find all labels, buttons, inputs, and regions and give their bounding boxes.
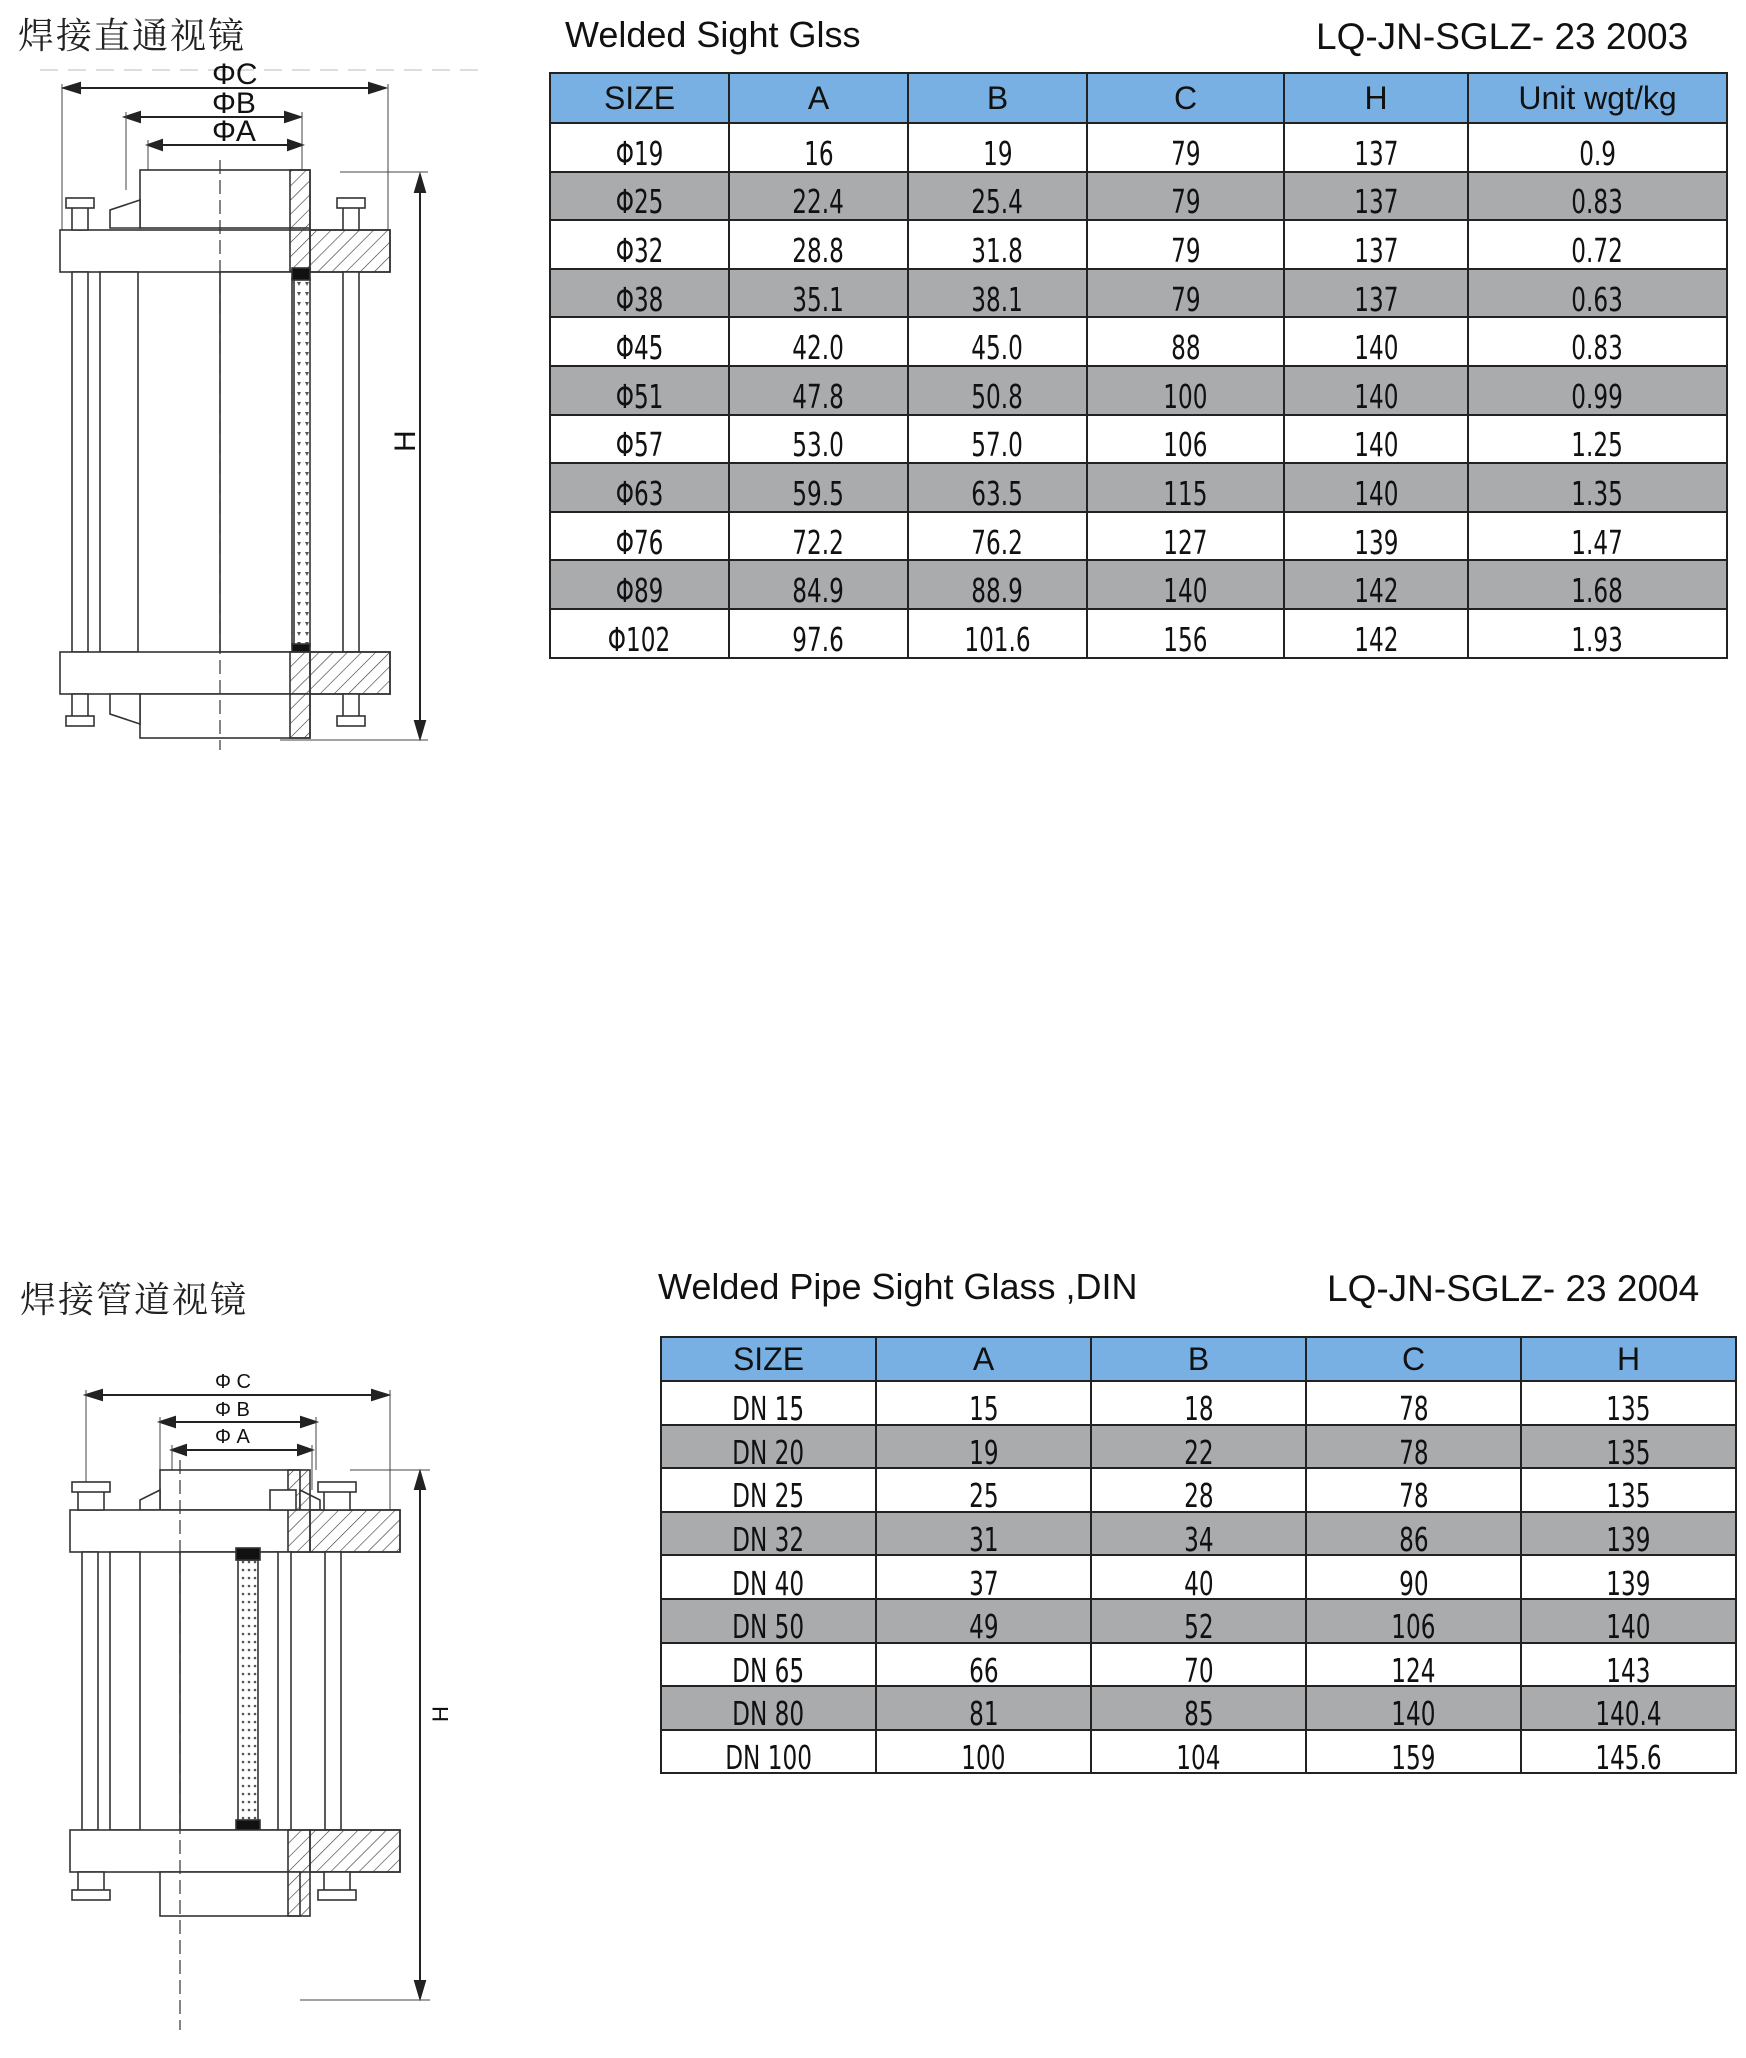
table-cell bbox=[1468, 269, 1727, 318]
table-cell bbox=[729, 220, 908, 269]
cell-value: 0.72 bbox=[1571, 230, 1624, 270]
table-cell bbox=[1087, 172, 1284, 221]
cell-value: 28 bbox=[1183, 1476, 1214, 1516]
cell-value: 1.93 bbox=[1571, 619, 1624, 659]
cell-value: 49 bbox=[968, 1607, 999, 1647]
drawing2-label-a: Φ A bbox=[215, 1426, 250, 1448]
cell-value: Φ19 bbox=[615, 133, 664, 173]
table-cell bbox=[550, 512, 729, 561]
table-cell bbox=[876, 1512, 1091, 1560]
cell-value: 78 bbox=[1398, 1389, 1429, 1429]
table-row bbox=[661, 1468, 1736, 1512]
table-cell bbox=[1306, 1381, 1521, 1429]
table-cell bbox=[908, 317, 1087, 366]
cell-value: 137 bbox=[1353, 279, 1399, 319]
cell-value: DN 15 bbox=[732, 1389, 805, 1429]
table-cell bbox=[1306, 1425, 1521, 1472]
table-row bbox=[550, 463, 1727, 512]
header-unit-weight: Unit wgt/kg bbox=[1468, 73, 1727, 123]
table-cell bbox=[550, 463, 729, 512]
table-cell bbox=[1521, 1643, 1736, 1690]
table-cell bbox=[661, 1686, 876, 1734]
table-cell bbox=[1284, 609, 1468, 658]
table-cell bbox=[876, 1686, 1091, 1734]
table-cell bbox=[1087, 317, 1284, 366]
cell-value: 72.2 bbox=[792, 522, 845, 562]
cell-value: 57.0 bbox=[971, 425, 1024, 465]
cell-value: 25 bbox=[968, 1476, 999, 1516]
table-cell bbox=[876, 1730, 1091, 1778]
table-cell bbox=[1521, 1599, 1736, 1647]
cell-value: Φ38 bbox=[615, 279, 664, 319]
table-cell bbox=[876, 1555, 1091, 1603]
cell-value: 59.5 bbox=[792, 473, 845, 513]
cell-value: 106 bbox=[1163, 425, 1208, 465]
cell-value: 45.0 bbox=[971, 328, 1024, 368]
cell-value: 143 bbox=[1606, 1650, 1651, 1690]
table-cell bbox=[1468, 415, 1727, 464]
cell-value: 142 bbox=[1353, 619, 1399, 659]
section2-cn-title: 焊接管道视镜 bbox=[20, 1280, 249, 1321]
cell-value: 79 bbox=[1170, 230, 1201, 270]
table-cell bbox=[1087, 220, 1284, 269]
section1-technical-drawing bbox=[40, 40, 480, 800]
cell-value: 106 bbox=[1391, 1607, 1436, 1647]
cell-value: 63.5 bbox=[971, 473, 1024, 513]
cell-value: 79 bbox=[1170, 279, 1201, 319]
section2-technical-drawing bbox=[60, 1350, 460, 2040]
table-cell bbox=[1284, 512, 1468, 561]
cell-value: 139 bbox=[1353, 522, 1399, 562]
table-cell bbox=[550, 172, 729, 221]
cell-value: 88 bbox=[1170, 328, 1201, 368]
cell-value: DN 50 bbox=[732, 1607, 805, 1647]
table-cell bbox=[1091, 1468, 1306, 1516]
cell-value: 104 bbox=[1176, 1738, 1221, 1778]
section1-en-title: Welded Sight Glss bbox=[565, 14, 861, 55]
cell-value: DN 80 bbox=[732, 1694, 805, 1734]
section1-header-row bbox=[550, 73, 1727, 123]
table-cell bbox=[1468, 172, 1727, 221]
table-row bbox=[661, 1730, 1736, 1774]
drawing1-label-h: H bbox=[389, 430, 422, 452]
cell-value: 115 bbox=[1163, 473, 1208, 513]
table-cell bbox=[1091, 1555, 1306, 1603]
table-cell bbox=[1468, 560, 1727, 609]
table-cell bbox=[729, 512, 908, 561]
table-cell bbox=[908, 172, 1087, 221]
section2-header-row bbox=[661, 1337, 1736, 1381]
table-cell bbox=[1087, 123, 1284, 172]
cell-value: DN 20 bbox=[732, 1432, 805, 1472]
cell-value: 15 bbox=[968, 1389, 999, 1429]
table-cell bbox=[1284, 463, 1468, 512]
table-cell bbox=[1521, 1381, 1736, 1429]
table-cell bbox=[1306, 1730, 1521, 1778]
table-cell bbox=[1468, 512, 1727, 561]
table-cell bbox=[1468, 317, 1727, 366]
cell-value: DN 40 bbox=[732, 1563, 805, 1603]
table-cell bbox=[1521, 1730, 1736, 1778]
section1-cn-title: 焊接直通视镜 bbox=[18, 16, 247, 57]
cell-value: 19 bbox=[968, 1432, 999, 1472]
cell-value: DN 32 bbox=[732, 1520, 805, 1560]
table-cell bbox=[908, 366, 1087, 415]
section2-table-body bbox=[661, 1381, 1736, 1778]
cell-value: 70 bbox=[1183, 1650, 1214, 1690]
table-cell bbox=[729, 560, 908, 609]
cell-value: 88.9 bbox=[971, 571, 1024, 611]
cell-value: 124 bbox=[1391, 1650, 1436, 1690]
table-cell bbox=[908, 220, 1087, 269]
table-cell bbox=[550, 317, 729, 366]
cell-value: 97.6 bbox=[792, 619, 845, 659]
table-cell bbox=[1087, 512, 1284, 561]
cell-value: 79 bbox=[1170, 182, 1201, 222]
table-cell bbox=[876, 1425, 1091, 1472]
table-cell bbox=[908, 463, 1087, 512]
table-row bbox=[550, 415, 1727, 464]
header-b: B bbox=[1091, 1337, 1306, 1381]
cell-value: 31 bbox=[968, 1520, 999, 1560]
section1-spec-table bbox=[549, 72, 1728, 659]
cell-value: Φ25 bbox=[615, 182, 664, 222]
table-cell bbox=[1091, 1512, 1306, 1560]
header-c: C bbox=[1306, 1337, 1521, 1381]
table-cell bbox=[876, 1599, 1091, 1647]
table-cell bbox=[876, 1643, 1091, 1690]
table-cell bbox=[1284, 366, 1468, 415]
header-size: SIZE bbox=[661, 1337, 876, 1381]
cell-value: 140 bbox=[1391, 1694, 1436, 1734]
cell-value: 140.4 bbox=[1595, 1694, 1662, 1734]
table-cell bbox=[729, 609, 908, 658]
cell-value: 35.1 bbox=[792, 279, 845, 319]
table-cell bbox=[550, 609, 729, 658]
table-row bbox=[661, 1599, 1736, 1643]
cell-value: 86 bbox=[1398, 1520, 1429, 1560]
table-cell bbox=[1091, 1425, 1306, 1472]
cell-value: 40 bbox=[1183, 1563, 1214, 1603]
cell-value: 135 bbox=[1606, 1476, 1651, 1516]
table-row bbox=[550, 560, 1727, 609]
cell-value: 140 bbox=[1353, 473, 1399, 513]
cell-value: 28.8 bbox=[792, 230, 845, 270]
cell-value: Φ32 bbox=[615, 230, 664, 270]
cell-value: 84.9 bbox=[792, 571, 845, 611]
table-cell bbox=[729, 172, 908, 221]
cell-value: 137 bbox=[1353, 133, 1399, 173]
table-cell bbox=[1521, 1555, 1736, 1603]
table-cell bbox=[661, 1425, 876, 1472]
table-row bbox=[550, 269, 1727, 318]
header-h: H bbox=[1521, 1337, 1736, 1381]
table-cell bbox=[550, 366, 729, 415]
cell-value: 135 bbox=[1606, 1432, 1651, 1472]
cell-value: 16 bbox=[803, 133, 834, 173]
section2-en-title: Welded Pipe Sight Glass ,DIN bbox=[658, 1266, 1138, 1307]
cell-value: Φ57 bbox=[615, 425, 664, 465]
cell-value: 38.1 bbox=[971, 279, 1024, 319]
cell-value: 79 bbox=[1170, 133, 1201, 173]
table-cell bbox=[876, 1468, 1091, 1516]
header-h: H bbox=[1284, 73, 1468, 123]
table-cell bbox=[1284, 172, 1468, 221]
table-cell bbox=[1284, 220, 1468, 269]
cell-value: 76.2 bbox=[971, 522, 1024, 562]
table-cell bbox=[1468, 220, 1727, 269]
table-cell bbox=[729, 269, 908, 318]
cell-value: 0.99 bbox=[1571, 376, 1624, 416]
cell-value: 140 bbox=[1353, 328, 1399, 368]
table-cell bbox=[661, 1643, 876, 1690]
drawing2-label-c: Φ C bbox=[215, 1371, 251, 1393]
cell-value: 25.4 bbox=[971, 182, 1024, 222]
table-cell bbox=[1087, 560, 1284, 609]
table-row bbox=[661, 1643, 1736, 1687]
cell-value: 1.68 bbox=[1571, 571, 1624, 611]
cell-value: 1.25 bbox=[1571, 425, 1624, 465]
table-row bbox=[661, 1555, 1736, 1599]
cell-value: 50.8 bbox=[971, 376, 1024, 416]
table-cell bbox=[1087, 609, 1284, 658]
table-cell bbox=[661, 1381, 876, 1429]
cell-value: 101.6 bbox=[964, 619, 1031, 659]
table-cell bbox=[1521, 1425, 1736, 1472]
table-cell bbox=[1087, 366, 1284, 415]
cell-value: 100 bbox=[1163, 376, 1208, 416]
table-cell bbox=[908, 123, 1087, 172]
table-cell bbox=[908, 269, 1087, 318]
cell-value: 85 bbox=[1183, 1694, 1214, 1734]
table-cell bbox=[550, 123, 729, 172]
cell-value: 19 bbox=[982, 133, 1013, 173]
table-cell bbox=[908, 560, 1087, 609]
table-cell bbox=[729, 366, 908, 415]
drawing1-label-b: ΦB bbox=[212, 87, 256, 120]
table-cell bbox=[908, 609, 1087, 658]
table-cell bbox=[729, 317, 908, 366]
table-row bbox=[550, 366, 1727, 415]
cell-value: 37 bbox=[968, 1563, 999, 1603]
cell-value: 90 bbox=[1398, 1563, 1429, 1603]
cell-value: 140 bbox=[1606, 1607, 1651, 1647]
table-cell bbox=[1091, 1381, 1306, 1429]
cell-value: 0.9 bbox=[1579, 133, 1616, 173]
table-row bbox=[661, 1425, 1736, 1469]
table-row bbox=[661, 1686, 1736, 1730]
cell-value: Φ102 bbox=[608, 619, 671, 659]
cell-value: 156 bbox=[1163, 619, 1208, 659]
drawing1-label-a: ΦA bbox=[212, 115, 256, 148]
table-row bbox=[550, 123, 1727, 172]
section1-product-code: LQ-JN-SGLZ- 23 2003 bbox=[1316, 16, 1689, 57]
cell-value: 47.8 bbox=[792, 376, 845, 416]
cell-value: 34 bbox=[1183, 1520, 1214, 1560]
cell-value: 145.6 bbox=[1595, 1738, 1662, 1778]
table-cell bbox=[1087, 269, 1284, 318]
table-cell bbox=[1521, 1468, 1736, 1516]
table-cell bbox=[1091, 1686, 1306, 1734]
table-cell bbox=[1306, 1686, 1521, 1734]
table-cell bbox=[550, 220, 729, 269]
table-cell bbox=[1306, 1468, 1521, 1516]
cell-value: 42.0 bbox=[792, 328, 845, 368]
cell-value: 142 bbox=[1353, 571, 1399, 611]
cell-value: 135 bbox=[1606, 1389, 1651, 1429]
table-cell bbox=[661, 1730, 876, 1778]
cell-value: Φ45 bbox=[615, 328, 664, 368]
table-cell bbox=[1284, 560, 1468, 609]
cell-value: 137 bbox=[1353, 230, 1399, 270]
cell-value: 0.83 bbox=[1571, 328, 1624, 368]
table-cell bbox=[1306, 1599, 1521, 1647]
section2-product-code: LQ-JN-SGLZ- 23 2004 bbox=[1327, 1268, 1700, 1309]
table-cell bbox=[1521, 1686, 1736, 1734]
table-row bbox=[550, 512, 1727, 561]
header-b: B bbox=[908, 73, 1087, 123]
section2-spec-table bbox=[660, 1336, 1737, 1778]
table-cell bbox=[1284, 317, 1468, 366]
table-cell bbox=[550, 560, 729, 609]
table-cell bbox=[729, 415, 908, 464]
cell-value: 0.63 bbox=[1571, 279, 1624, 319]
section1-table-body bbox=[550, 123, 1727, 658]
table-cell bbox=[1468, 366, 1727, 415]
table-cell bbox=[1087, 415, 1284, 464]
table-cell bbox=[661, 1555, 876, 1603]
table-cell bbox=[1306, 1512, 1521, 1560]
table-row bbox=[550, 172, 1727, 221]
drawing2-label-b: Φ B bbox=[215, 1399, 250, 1421]
cell-value: 0.83 bbox=[1571, 182, 1624, 222]
table-cell bbox=[729, 463, 908, 512]
cell-value: 140 bbox=[1163, 571, 1208, 611]
table-cell bbox=[661, 1512, 876, 1560]
table-cell bbox=[1091, 1730, 1306, 1778]
table-cell bbox=[1284, 123, 1468, 172]
cell-value: 18 bbox=[1183, 1389, 1214, 1429]
cell-value: Φ51 bbox=[615, 376, 664, 416]
cell-value: DN 65 bbox=[732, 1650, 805, 1690]
cell-value: 139 bbox=[1606, 1563, 1651, 1603]
cell-value: Φ76 bbox=[615, 522, 664, 562]
table-row bbox=[550, 220, 1727, 269]
cell-value: 78 bbox=[1398, 1476, 1429, 1516]
table-row bbox=[661, 1381, 1736, 1425]
table-cell bbox=[1306, 1643, 1521, 1690]
drawing2-label-h: H bbox=[428, 1706, 453, 1722]
table-cell bbox=[729, 123, 908, 172]
table-cell bbox=[1306, 1555, 1521, 1603]
cell-value: Φ89 bbox=[615, 571, 664, 611]
cell-value: DN 25 bbox=[732, 1476, 805, 1516]
cell-value: Φ63 bbox=[615, 473, 664, 513]
cell-value: 137 bbox=[1353, 182, 1399, 222]
cell-value: 22 bbox=[1183, 1432, 1214, 1472]
table-row bbox=[550, 317, 1727, 366]
header-c: C bbox=[1087, 73, 1284, 123]
table-cell bbox=[876, 1381, 1091, 1429]
cell-value: 140 bbox=[1353, 376, 1399, 416]
header-a: A bbox=[876, 1337, 1091, 1381]
drawing1-label-c: ΦC bbox=[212, 58, 258, 91]
table-cell bbox=[661, 1468, 876, 1516]
table-cell bbox=[1091, 1599, 1306, 1647]
table-row bbox=[661, 1512, 1736, 1556]
table-cell bbox=[1087, 463, 1284, 512]
cell-value: 81 bbox=[968, 1694, 999, 1734]
cell-value: DN 100 bbox=[725, 1738, 812, 1778]
cell-value: 52 bbox=[1183, 1607, 1214, 1647]
cell-value: 127 bbox=[1163, 522, 1208, 562]
table-cell bbox=[550, 269, 729, 318]
cell-value: 1.35 bbox=[1571, 473, 1624, 513]
cell-value: 78 bbox=[1398, 1432, 1429, 1472]
table-cell bbox=[1284, 269, 1468, 318]
table-cell bbox=[550, 415, 729, 464]
table-cell bbox=[1091, 1643, 1306, 1690]
table-cell bbox=[661, 1599, 876, 1647]
cell-value: 1.47 bbox=[1571, 522, 1624, 562]
table-cell bbox=[908, 512, 1087, 561]
table-cell bbox=[1521, 1512, 1736, 1560]
cell-value: 100 bbox=[961, 1738, 1006, 1778]
header-size: SIZE bbox=[550, 73, 729, 123]
table-cell bbox=[1468, 463, 1727, 512]
cell-value: 66 bbox=[968, 1650, 999, 1690]
cell-value: 159 bbox=[1391, 1738, 1436, 1778]
cell-value: 139 bbox=[1606, 1520, 1651, 1560]
cell-value: 53.0 bbox=[792, 425, 845, 465]
cell-value: 31.8 bbox=[971, 230, 1024, 270]
table-cell bbox=[1284, 415, 1468, 464]
table-cell bbox=[908, 415, 1087, 464]
cell-value: 140 bbox=[1353, 425, 1399, 465]
table-cell bbox=[1468, 609, 1727, 658]
cell-value: 22.4 bbox=[792, 182, 845, 222]
table-cell bbox=[1468, 123, 1727, 172]
table-row bbox=[550, 609, 1727, 658]
header-a: A bbox=[729, 73, 908, 123]
